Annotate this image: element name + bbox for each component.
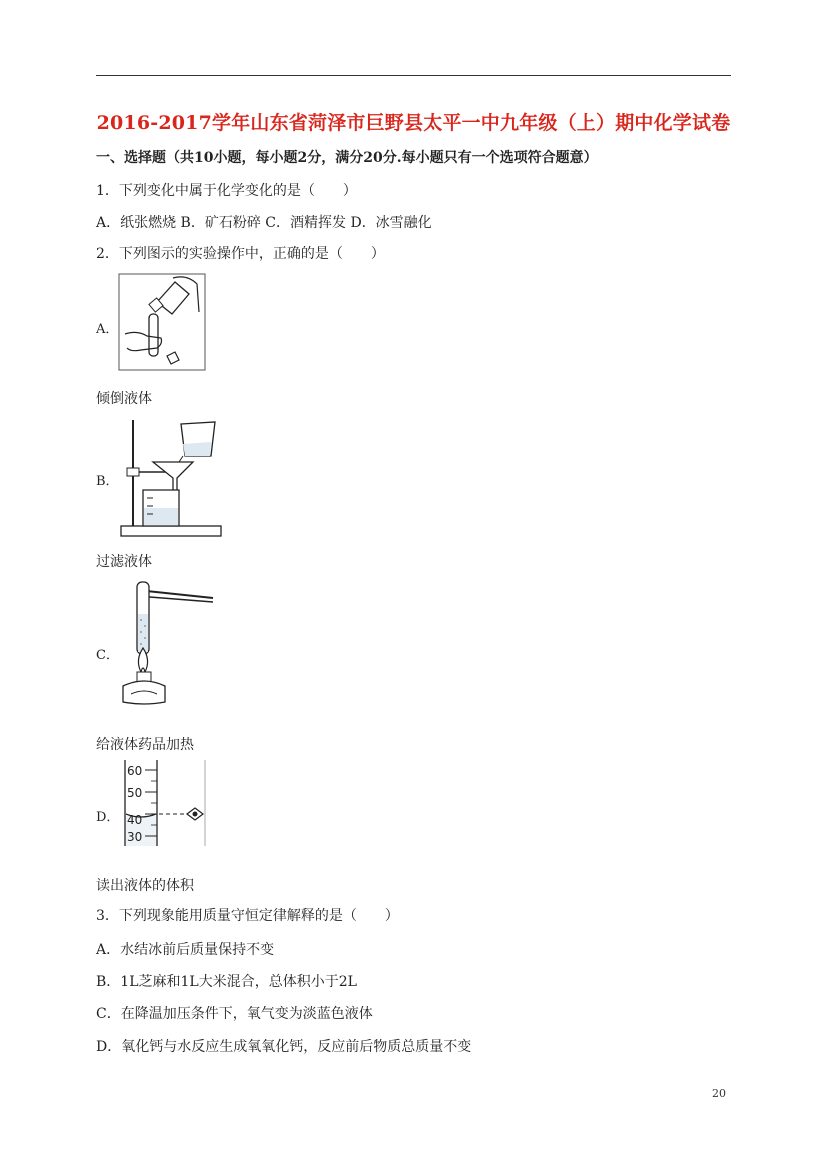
question-3-option-d: D．氧化钙与水反应生成氧氧化钙，反应前后物质总质量不变	[96, 1039, 472, 1055]
figure-filtration	[117, 414, 223, 540]
tick-30: 30	[127, 830, 143, 844]
caption-d: 读出液体的体积	[96, 878, 194, 894]
question-1-options: A．纸张燃烧 B．矿石粉碎 C．酒精挥发 D．冰雪融化	[96, 215, 432, 231]
caption-b: 过滤液体	[96, 554, 152, 570]
header-rule	[96, 75, 731, 76]
question-2-stem: 2．下列图示的实验操作中，正确的是（ ）	[96, 246, 385, 262]
figure-pouring-liquid	[117, 272, 207, 372]
option-d-label: D．	[96, 810, 120, 825]
caption-c: 给液体药品加热	[96, 737, 194, 753]
tick-40: 40	[127, 813, 143, 827]
question-3-option-b: B．1L芝麻和1L大米混合，总体积小于2L	[96, 974, 357, 990]
figure-heating-liquid	[117, 578, 217, 708]
tick-50: 50	[127, 786, 143, 800]
option-a-label: A．	[96, 322, 119, 337]
question-3-option-c: C．在降温加压条件下，氧气变为淡蓝色液体	[96, 1006, 373, 1022]
page-number: 20	[712, 1087, 726, 1100]
page-title: 2016-2017学年山东省菏泽市巨野县太平一中九年级（上）期中化学试卷	[96, 112, 731, 134]
tick-60: 60	[127, 764, 143, 778]
figure-reading-volume	[117, 758, 209, 848]
question-3-option-a: A．水结冰前后质量保持不变	[96, 942, 275, 958]
question-1-stem: 1．下列变化中属于化学变化的是（ ）	[96, 183, 357, 199]
section-heading: 一、选择题（共10小题，每小题2分，满分20分.每小题只有一个选项符合题意）	[96, 150, 598, 166]
option-c-label: C．	[96, 648, 119, 663]
question-3-stem: 3．下列现象能用质量守恒定律解释的是（ ）	[96, 908, 399, 924]
option-b-label: B．	[96, 474, 119, 489]
caption-a: 倾倒液体	[96, 391, 152, 407]
